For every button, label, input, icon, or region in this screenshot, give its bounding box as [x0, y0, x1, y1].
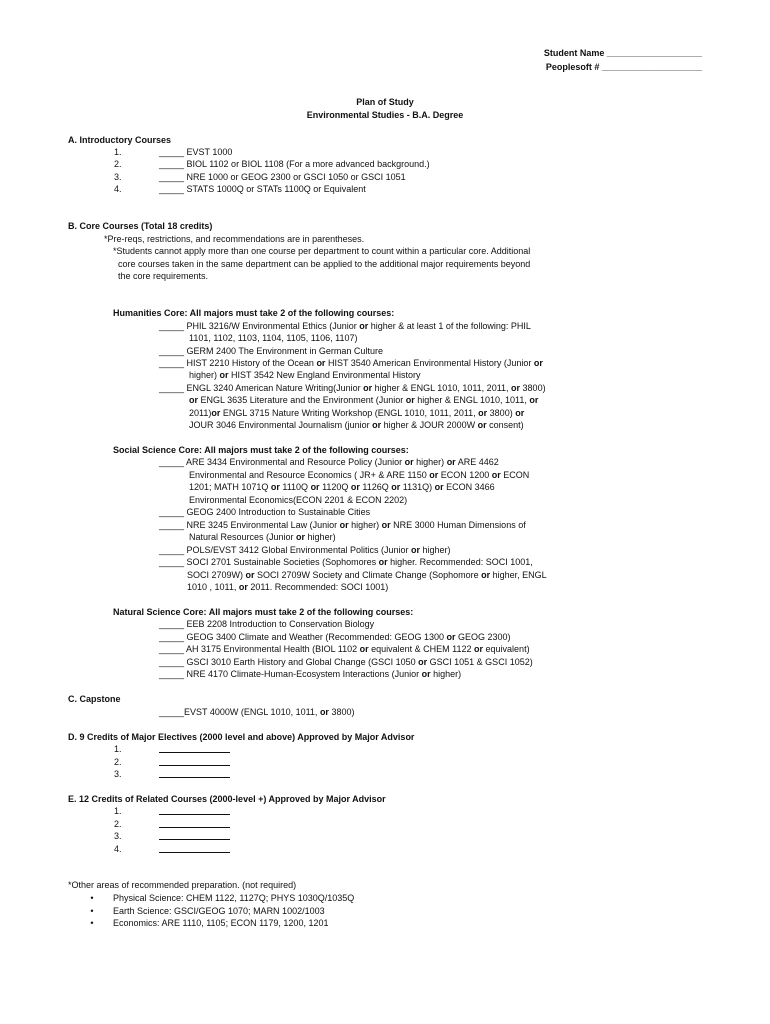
page-title: Plan of Study — [356, 97, 414, 107]
recommended-item: Earth Science: GSCI/GEOG 1070; MARN 1002/1003 — [113, 906, 325, 916]
bullet-icon: • — [90, 906, 94, 916]
humanities-course-line: JOUR 3046 Environmental Journalism (junior or higher & JOUR 2000W or consent) — [189, 420, 524, 430]
social-course-line: _____ GEOG 2400 Introduction to Sustainable Cities — [159, 507, 371, 517]
section-a-item: _____ BIOL 1102 or BIOL 1108 (For a more advanced background.) — [159, 159, 430, 169]
section-d-num: 3. — [114, 769, 122, 779]
student-name-field: Student Name ___________________ — [543, 48, 702, 58]
humanities-course-line: _____ HIST 2210 History of the Ocean or HIST 3540 American Environmental History (Junior or — [159, 358, 543, 368]
section-a-heading: A. Introductory Courses — [68, 135, 172, 145]
bullet-icon: • — [90, 893, 94, 903]
section-c-heading: C. Capstone — [68, 694, 121, 704]
social-course-line: Natural Resources (Junior or higher) — [189, 532, 336, 542]
humanities-core-heading: Humanities Core: All majors must take 2 of the following courses: — [113, 308, 395, 318]
related-course-blank[interactable] — [159, 805, 230, 815]
natural-course-line: _____ AH 3175 Environmental Health (BIOL 1102 or equivalent & CHEM 1122 or equivalent) — [159, 644, 530, 654]
section-e-num: 4. — [114, 844, 122, 854]
section-d-num: 1. — [114, 744, 122, 754]
social-course-line: Environmental Economics(ECON 2201 & ECON 2202) — [189, 495, 408, 505]
section-e-num: 1. — [114, 806, 122, 816]
capstone-course-line: _____EVST 4000W (ENGL 1010, 1011, or 3800) — [159, 707, 355, 717]
natural-course-line: _____ GEOG 3400 Climate and Weather (Recommended: GEOG 1300 or GEOG 2300) — [159, 632, 511, 642]
section-a-num: 1. — [114, 147, 122, 157]
humanities-course-line: or ENGL 3635 Literature and the Environment (Junior or higher & ENGL 1010, 1011, or — [189, 395, 539, 405]
bullet-icon: • — [90, 918, 94, 928]
social-course-line: Environmental and Resource Economics ( JR+ & ARE 1150 or ECON 1200 or ECON — [189, 470, 530, 480]
social-course-line: SOCI 2709W) or SOCI 2709W Society and Climate Change (Sophomore or higher, ENGL — [187, 570, 547, 580]
section-b-note: core courses taken in the same department can be applied to the additional major requirements beyond — [118, 259, 531, 269]
elective-blank[interactable] — [159, 743, 230, 753]
section-a-item: _____ EVST 1000 — [159, 147, 233, 157]
social-course-line: _____ POLS/EVST 3412 Global Environmental Politics (Junior or higher) — [159, 545, 451, 555]
section-d-num: 2. — [114, 757, 122, 767]
natural-science-core-heading: Natural Science Core: All majors must take 2 of the following courses: — [113, 607, 414, 617]
section-a-num: 2. — [114, 159, 122, 169]
section-e-num: 3. — [114, 831, 122, 841]
other-areas-heading: *Other areas of recommended preparation. (not required) — [68, 880, 297, 890]
natural-course-line: _____ EEB 2208 Introduction to Conservation Biology — [159, 619, 375, 629]
recommended-item: Economics: ARE 1110, 1105; ECON 1179, 1200, 1201 — [113, 918, 329, 928]
elective-blank[interactable] — [159, 768, 230, 778]
section-b-heading: B. Core Courses (Total 18 credits) — [68, 221, 213, 231]
social-course-line: _____ SOCI 2701 Sustainable Societies (Sophomores or higher. Recommended: SOCI 1001, — [159, 557, 533, 567]
related-course-blank[interactable] — [159, 843, 230, 853]
natural-course-line: _____ GSCI 3010 Earth History and Global Change (GSCI 1050 or GSCI 1051 & GSCI 1052) — [159, 657, 533, 667]
section-a-item: _____ NRE 1000 or GEOG 2300 or GSCI 1050 or GSCI 1051 — [159, 172, 406, 182]
social-course-line: _____ ARE 3434 Environmental and Resource Policy (Junior or higher) or ARE 4462 — [159, 457, 499, 467]
related-course-blank[interactable] — [159, 830, 230, 840]
humanities-course-line: _____ PHIL 3216/W Environmental Ethics (Junior or higher & at least 1 of the following: PHIL — [159, 321, 531, 331]
social-course-line: 1010 , 1011, or 2011. Recommended: SOCI 1001) — [187, 582, 389, 592]
humanities-course-line: 1101, 1102, 1103, 1104, 1105, 1106, 1107) — [189, 333, 358, 343]
social-science-core-heading: Social Science Core: All majors must take 2 of the following courses: — [113, 445, 409, 455]
section-a-num: 3. — [114, 172, 122, 182]
section-b-note: *Students cannot apply more than one course per department to count within a particular core. Additional — [113, 246, 531, 256]
humanities-course-line: higher) or HIST 3542 New England Environmental History — [189, 370, 421, 380]
humanities-course-line: _____ ENGL 3240 American Nature Writing(Junior or higher & ENGL 1010, 1011, 2011, or 3800) — [159, 383, 546, 393]
recommended-item: Physical Science: CHEM 1122, 1127Q; PHYS 1030Q/1035Q — [113, 893, 355, 903]
humanities-course-line: 2011)or ENGL 3715 Nature Writing Workshop (ENGL 1010, 1011, 2011, or 3800) or — [189, 408, 525, 418]
section-e-heading: E. 12 Credits of Related Courses (2000-level +) Approved by Major Advisor — [68, 794, 386, 804]
elective-blank[interactable] — [159, 756, 230, 766]
section-d-heading: D. 9 Credits of Major Electives (2000 level and above) Approved by Major Advisor — [68, 732, 415, 742]
section-a-item: _____ STATS 1000Q or STATs 1100Q or Equivalent — [159, 184, 366, 194]
section-e-num: 2. — [114, 819, 122, 829]
humanities-course-line: _____ GERM 2400 The Environment in German Culture — [159, 346, 383, 356]
section-b-note: the core requirements. — [118, 271, 209, 281]
social-course-line: _____ NRE 3245 Environmental Law (Junior or higher) or NRE 3000 Human Dimensions of — [159, 520, 526, 530]
page-subtitle: Environmental Studies - B.A. Degree — [306, 110, 464, 120]
social-course-line: 1201; MATH 1071Q or 1110Q or 1120Q or 1126Q or 1131Q) or ECON 3466 — [189, 482, 495, 492]
natural-course-line: _____ NRE 4170 Climate-Human-Ecosystem Interactions (Junior or higher) — [159, 669, 462, 679]
related-course-blank[interactable] — [159, 818, 230, 828]
section-a-num: 4. — [114, 184, 122, 194]
peoplesoft-field: Peoplesoft # ____________________ — [545, 62, 702, 72]
section-b-note: *Pre-reqs, restrictions, and recommendations are in parentheses. — [104, 234, 365, 244]
